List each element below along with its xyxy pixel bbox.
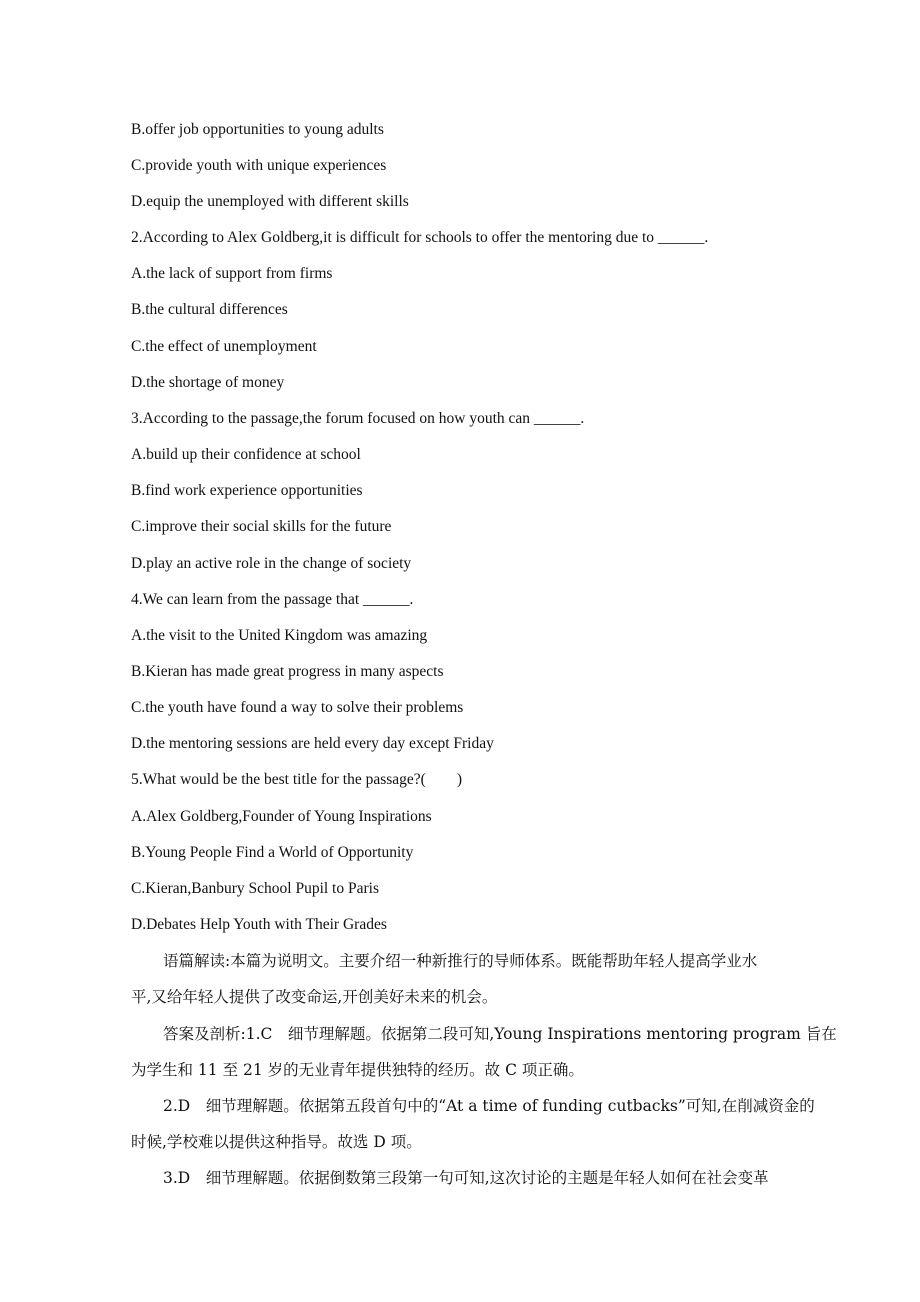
answer-1-line-1: 答案及剖析:1.C 细节理解题。依据第二段可知,Young Inspirations mentoring program 旨在: [163, 1025, 837, 1043]
q3-option-d: D.play an active role in the change of society: [131, 555, 412, 572]
answer-1-line-2: 为学生和 11 至 21 岁的无业青年提供独特的经历。故 C 项正确。: [131, 1061, 584, 1079]
q5-option-b: B.Young People Find a World of Opportunity: [131, 844, 414, 861]
q4-option-d: D.the mentoring sessions are held every day except Friday: [131, 735, 494, 752]
q5-option-d: D.Debates Help Youth with Their Grades: [131, 916, 387, 933]
q2-option-c: C.the effect of unemployment: [131, 338, 317, 355]
q4-stem: 4.We can learn from the passage that ______.: [131, 591, 414, 608]
q1-option-b: B.offer job opportunities to young adults: [131, 121, 384, 138]
answer-3-line-1: 3.D 细节理解题。依据倒数第三段第一句可知,这次讨论的主题是年轻人如何在社会变革: [163, 1169, 769, 1187]
q2-stem: 2.According to Alex Goldberg,it is difficult for schools to offer the mentoring due to ______.: [131, 229, 709, 246]
q5-option-c: C.Kieran,Banbury School Pupil to Paris: [131, 880, 379, 897]
q4-option-b: B.Kieran has made great progress in many aspects: [131, 663, 444, 680]
q2-option-a: A.the lack of support from firms: [131, 265, 333, 282]
q4-option-c: C.the youth have found a way to solve their problems: [131, 699, 464, 716]
q3-option-b: B.find work experience opportunities: [131, 482, 363, 499]
q4-option-a: A.the visit to the United Kingdom was amazing: [131, 627, 428, 644]
q3-stem: 3.According to the passage,the forum focused on how youth can ______.: [131, 410, 585, 427]
q5-option-a: A.Alex Goldberg,Founder of Young Inspirations: [131, 808, 432, 825]
q5-stem: 5.What would be the best title for the passage?( ): [131, 771, 462, 788]
q1-option-d: D.equip the unemployed with different skills: [131, 193, 409, 210]
q1-option-c: C.provide youth with unique experiences: [131, 157, 387, 174]
reading-analysis-line-1: 语篇解读:本篇为说明文。主要介绍一种新推行的导师体系。既能帮助年轻人提高学业水: [163, 952, 758, 970]
q2-option-b: B.the cultural differences: [131, 301, 288, 318]
q3-option-a: A.build up their confidence at school: [131, 446, 361, 463]
q2-option-d: D.the shortage of money: [131, 374, 285, 391]
reading-analysis-line-2: 平,又给年轻人提供了改变命运,开创美好未来的机会。: [131, 988, 498, 1006]
q3-option-c: C.improve their social skills for the future: [131, 518, 392, 535]
answer-2-line-1: 2.D 细节理解题。依据第五段首句中的“At a time of funding cutbacks”可知,在削减资金的: [163, 1097, 815, 1115]
answer-2-line-2: 时候,学校难以提供这种指导。故选 D 项。: [131, 1133, 422, 1151]
